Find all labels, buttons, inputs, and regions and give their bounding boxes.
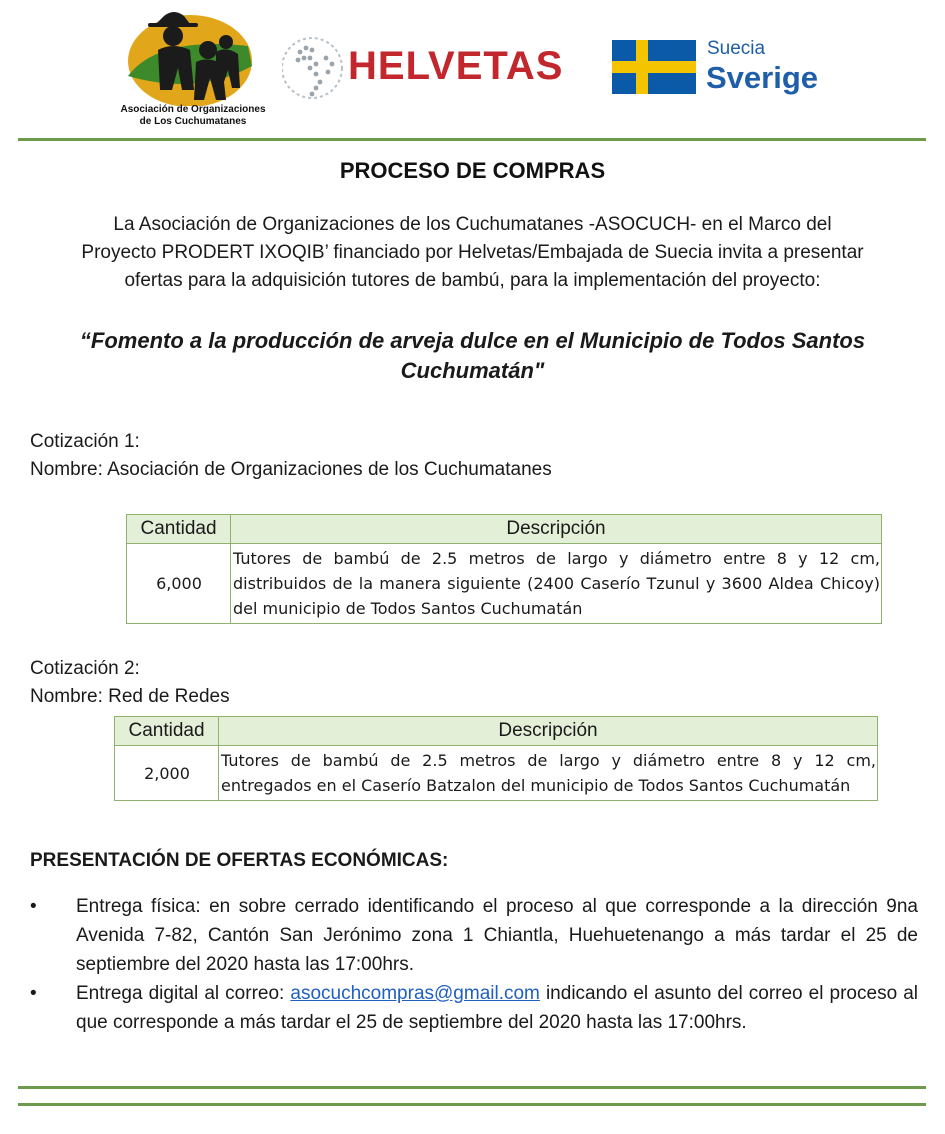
email-link[interactable]: asocuchcompras@gmail.com [290,983,540,1004]
helvetas-wordmark: HELVETAS [348,44,564,88]
quantity-cell: 6,000 [127,544,231,624]
table-header-row [115,717,878,746]
list-item [30,892,918,979]
helvetas-logo [282,28,572,110]
asocuch-emblem-icon [118,6,268,106]
column-header-description: Descripción [219,717,878,746]
page-title: PROCESO DE COMPRAS [339,158,606,183]
table-row [127,544,882,624]
asocuch-caption-line2: de Los Cuchumatanes [139,116,247,127]
column-header-quantity: Cantidad [115,717,219,746]
intro-line: Proyecto PRODERT IXOQIB’ financiado por Helvetas/Embajada de Suecia invita a presentar [81,242,864,263]
suecia-label: Suecia [707,38,766,59]
quote-2-name: Nombre: Red de Redes [30,686,230,707]
intro-paragraph [30,211,915,295]
sverige-label: Sverige [706,60,819,95]
bullet-icon: • [30,896,37,917]
project-title-line: “Fomento a la producción de arveja dulce en el Municipio de Todos Santos [79,328,866,353]
quote-2-heading: Cotización 2: [30,658,140,679]
quantity-cell: 2,000 [115,746,219,801]
asocuch-caption-line1: Asociación de Organizaciones [120,104,266,115]
intro-line: ofertas para la adquisición tutores de bambú, para la implementación del proyecto: [124,270,821,291]
intro-line: La Asociación de Organizaciones de los Cuchumatanes -ASOCUCH- en el Marco del [113,214,832,235]
offers-heading: PRESENTACIÓN DE OFERTAS ECONÓMICAS: [30,850,449,871]
project-title [30,326,915,386]
quote-1-name: Nombre: Asociación de Organizaciones de los Cuchumatanes [30,459,552,480]
sweden-flag-icon [612,40,696,94]
bullet-text-prefix: Entrega digital al correo: [76,983,291,1004]
project-title-line: Cuchumatán" [400,358,545,383]
column-header-description: Descripción [231,515,882,544]
bullet-text: Entrega física: en sobre cerrado identificando el proceso al que corresponde a la dirección 9na Avenida 7-82, Cantón San Jerónimo zona 1 Chiantla, Huehuetenango a más tardar el 25 de septiembre del 2020 hasta las 17:00hrs. [76,896,918,975]
quote-1-heading: Cotización 1: [30,431,140,452]
bullet-icon: • [30,983,37,1004]
list-item [30,979,918,1037]
table-header-row [127,515,882,544]
column-header-quantity: Cantidad [127,515,231,544]
header-divider [18,138,926,141]
sweden-logo [612,40,832,102]
description-cell: Tutores de bambú de 2.5 metros de largo y diámetro entre 8 y 12 cm, entregados en el Caserío Batzalon del municipio de Todos Santos Cuchumatán [219,746,878,801]
offers-list [30,892,918,1037]
asocuch-logo [118,6,268,134]
table-row [115,746,878,801]
quote-1-table [126,514,882,624]
quote-2-table [114,716,878,801]
bullet-text-suffix: indicando el asunto del correo el proceso al que corresponde a más tardar el 25 de septiembre del 2020 hasta las 17:00hrs. [76,983,918,1033]
globe-icon [282,28,346,110]
description-cell: Tutores de bambú de 2.5 metros de largo y diámetro entre 8 y 12 cm, distribuidos de la manera siguiente (2400 Caserío Tzunul y 3600 Aldea Chicoy) del municipio de Todos Santos Cuchumatán [231,544,882,624]
footer-divider [18,1086,926,1089]
footer-divider [18,1103,926,1106]
